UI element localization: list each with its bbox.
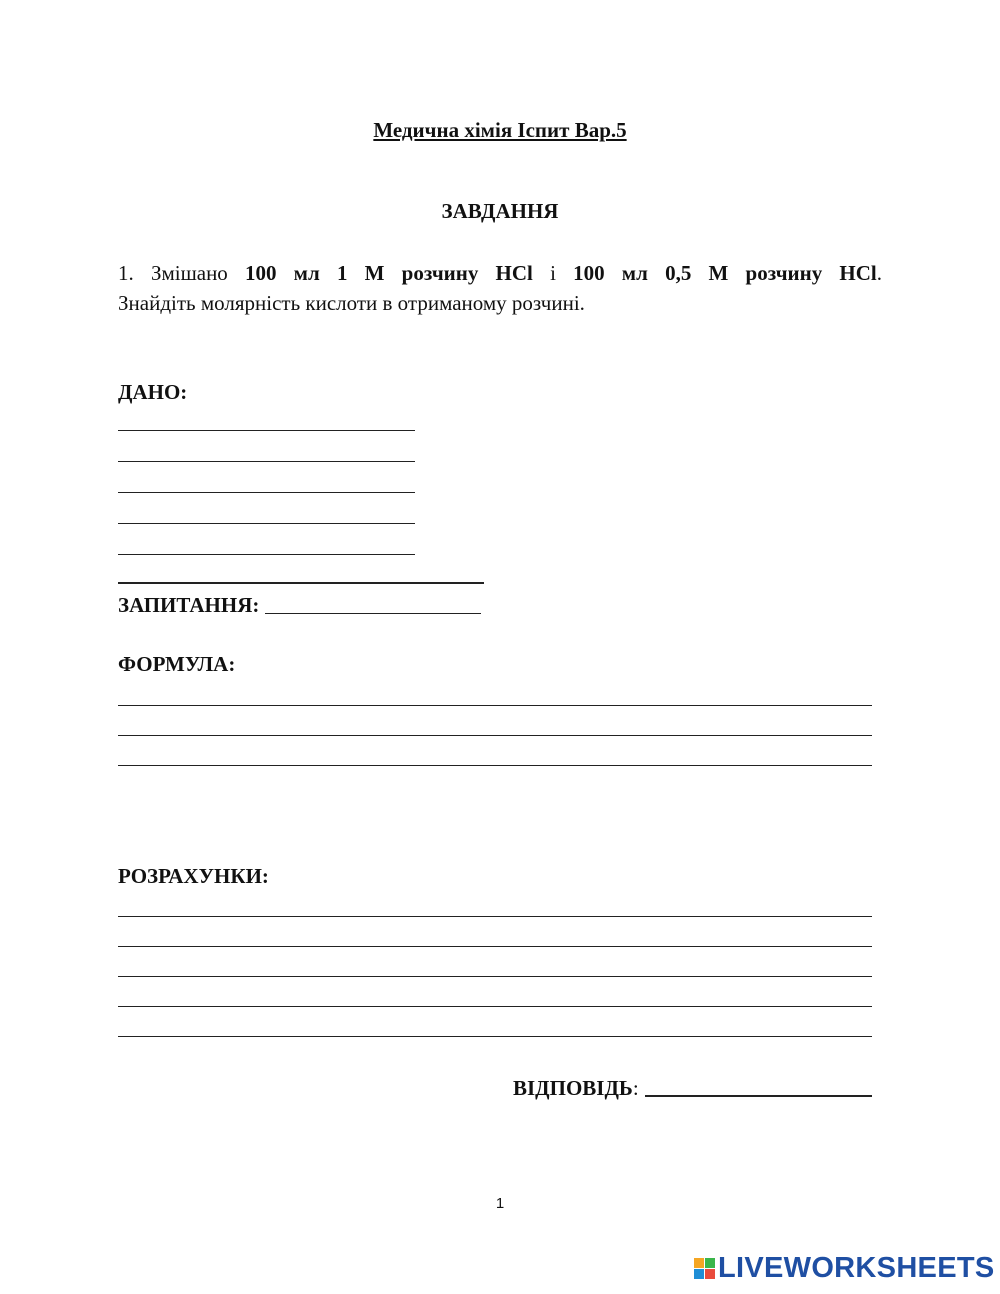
- given-answer-line[interactable]: [118, 523, 415, 524]
- logo-square: [694, 1269, 704, 1279]
- given-answer-line[interactable]: [118, 492, 415, 493]
- given-answer-line[interactable]: [118, 461, 415, 462]
- task-text-1: Змішано: [150, 261, 228, 285]
- question-answer-line[interactable]: [265, 593, 481, 614]
- logo-square: [705, 1258, 715, 1268]
- task-number: 1.: [118, 261, 134, 285]
- question-label: ЗАПИТАННЯ:: [118, 593, 260, 617]
- logo-square: [694, 1258, 704, 1268]
- worksheet-title: Медична хімія Іспит Вар.5: [373, 118, 627, 142]
- calculations-answer-line[interactable]: [118, 916, 872, 917]
- task-line-2: Знайдіть молярність кислоти в отриманому розчині.: [118, 291, 585, 315]
- final-answer-line[interactable]: [645, 1075, 872, 1097]
- calculations-answer-line[interactable]: [118, 976, 872, 977]
- task-bold-1: 100 мл 1 М розчину HCl: [245, 261, 533, 285]
- given-label: ДАНО:: [118, 380, 188, 404]
- formula-answer-line[interactable]: [118, 765, 872, 766]
- calculations-answer-line[interactable]: [118, 946, 872, 947]
- liveworksheets-brand: [694, 1252, 995, 1284]
- logo-square: [705, 1269, 715, 1279]
- calculations-label: РОЗРАХУНКИ:: [118, 864, 269, 888]
- task-bold-2: 100 мл 0,5 М розчину HCl: [573, 261, 877, 285]
- liveworksheets-logo-icon: [694, 1258, 715, 1279]
- task-line-1: [118, 258, 882, 288]
- answer-colon: :: [632, 1076, 639, 1100]
- brand-name: LIVEWORKSHEETS: [718, 1251, 995, 1284]
- given-separator-line: [118, 582, 484, 584]
- formula-answer-line[interactable]: [118, 735, 872, 736]
- calculations-answer-line[interactable]: [118, 1006, 872, 1007]
- task-text: [118, 258, 882, 318]
- calculations-answer-line[interactable]: [118, 1036, 872, 1037]
- task-text-3: .: [876, 261, 883, 285]
- task-text-2: і: [550, 261, 556, 285]
- answer-row: [513, 1075, 872, 1101]
- task-heading: ЗАВДАННЯ: [441, 199, 559, 223]
- question-row: [118, 593, 481, 618]
- given-answer-line[interactable]: [118, 430, 415, 431]
- formula-label: ФОРМУЛА:: [118, 652, 236, 676]
- given-answer-line[interactable]: [118, 554, 415, 555]
- formula-answer-line[interactable]: [118, 705, 872, 706]
- answer-label: ВІДПОВІДЬ: [513, 1076, 633, 1100]
- page-number: 1: [495, 1195, 505, 1212]
